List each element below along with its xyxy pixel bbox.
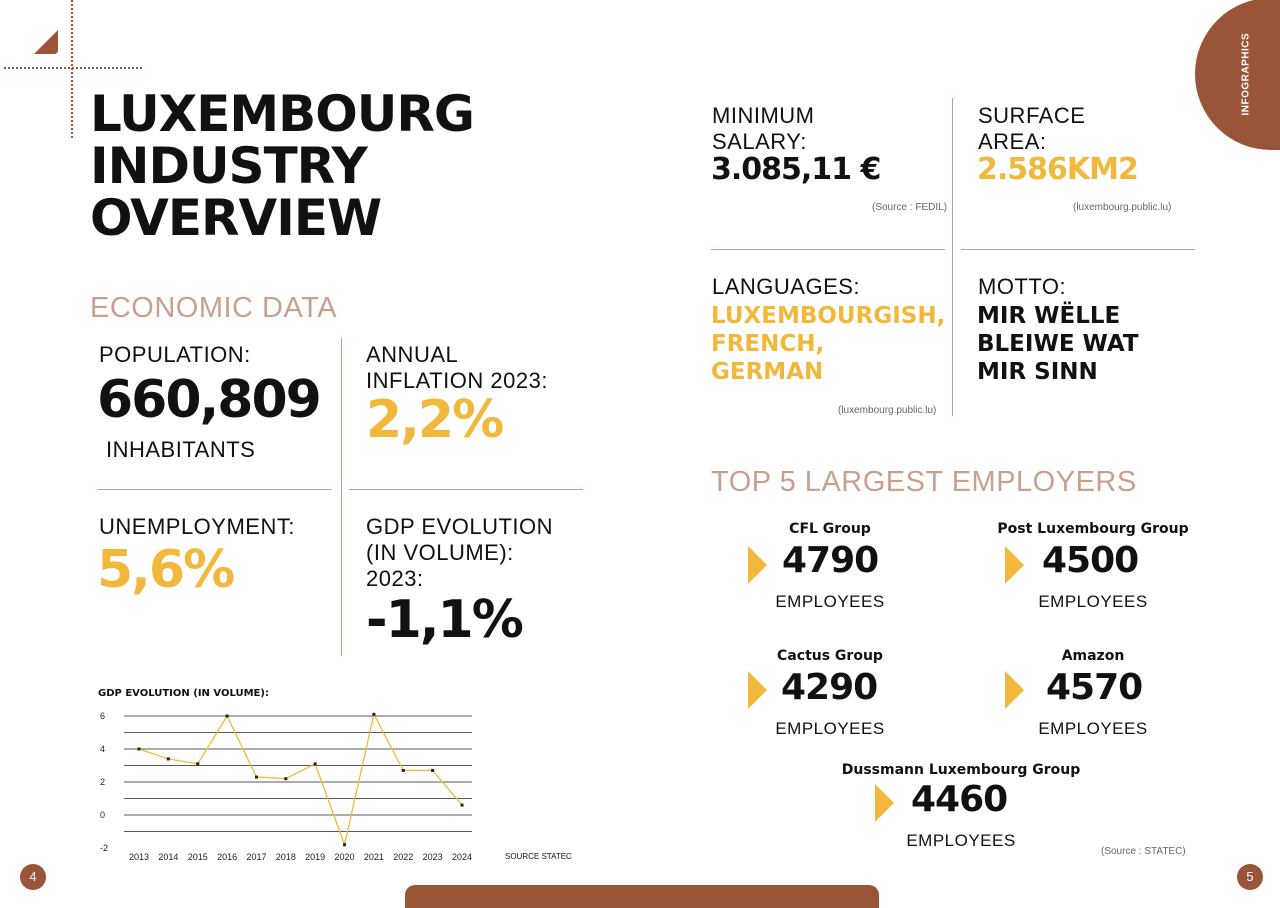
employer-name: Post Luxembourg Group bbox=[997, 521, 1189, 537]
employer-unit: EMPLOYEES bbox=[775, 592, 885, 611]
employer-count: 4290 bbox=[781, 667, 878, 708]
gdp-label-1: GDP EVOLUTION bbox=[366, 514, 554, 539]
economic-section-title: ECONOMIC DATA bbox=[90, 292, 338, 324]
salary-source: (Source : FEDIL) bbox=[872, 202, 948, 213]
gdp-data-point bbox=[138, 748, 141, 751]
arrow-right-icon bbox=[1005, 671, 1024, 709]
employer-count: 4500 bbox=[1042, 540, 1139, 581]
x-tick-label: 2015 bbox=[187, 852, 208, 862]
inflation-value: 2,2% bbox=[366, 390, 503, 450]
gdp-data-point bbox=[255, 776, 258, 779]
gdp-data-point bbox=[314, 762, 317, 765]
facts-divider-right bbox=[961, 249, 1195, 250]
dotted-rule-vertical bbox=[71, 0, 73, 138]
gdp-value: -1,1% bbox=[366, 590, 522, 650]
x-tick-label: 2017 bbox=[246, 852, 267, 862]
page-number-right: 5 bbox=[1246, 869, 1254, 884]
employer-unit: EMPLOYEES bbox=[775, 719, 885, 738]
motto-text bbox=[977, 302, 1139, 386]
x-tick-label: 2013 bbox=[128, 852, 150, 862]
employer-count: 4790 bbox=[782, 540, 879, 581]
gdp-data-point bbox=[431, 769, 434, 772]
arrow-right-icon bbox=[875, 784, 894, 822]
title-line-3: OVERVIEW bbox=[90, 189, 382, 247]
motto-label: MOTTO: bbox=[978, 274, 1067, 299]
employer-name: Dussmann Luxembourg Group bbox=[841, 762, 1081, 778]
surface-label-1: SURFACE bbox=[978, 103, 1086, 128]
salary-value: 3.085,11 € bbox=[711, 152, 881, 187]
salary-label-1: MINIMUM bbox=[712, 103, 815, 128]
arrow-right-icon bbox=[748, 546, 767, 584]
unemployment-label: UNEMPLOYMENT: bbox=[99, 514, 295, 539]
inflation-label-2: INFLATION 2023: bbox=[366, 368, 548, 393]
languages-source: (luxembourg.public.lu) bbox=[838, 405, 937, 416]
facts-divider-left bbox=[711, 249, 945, 250]
y-tick-label: 6 bbox=[100, 711, 106, 721]
corner-triangle-icon bbox=[32, 28, 60, 56]
y-tick-label: -2 bbox=[100, 843, 109, 853]
x-tick-label: 2018 bbox=[275, 852, 296, 862]
infographics-tab-label: INFOGRAPHICS bbox=[1240, 32, 1252, 116]
surface-value: 2.586KM2 bbox=[977, 152, 1138, 187]
econ-divider-left bbox=[98, 489, 332, 490]
salary-label-2: SALARY: bbox=[712, 129, 807, 154]
inflation-label-1: ANNUAL bbox=[366, 342, 459, 367]
x-tick-label: 2021 bbox=[363, 852, 384, 862]
dotted-rule-horizontal bbox=[4, 67, 142, 69]
motto-line-2: BLEIWE WAT bbox=[977, 331, 1139, 357]
page-title bbox=[90, 85, 474, 247]
corner-ornament bbox=[32, 28, 60, 56]
gdp-data-point bbox=[284, 777, 287, 780]
facts-divider-vertical bbox=[952, 98, 953, 416]
employers-source: (Source : STATEC) bbox=[1101, 846, 1186, 857]
employer-unit: EMPLOYEES bbox=[1038, 592, 1148, 611]
motto-line-3: MIR SINN bbox=[977, 359, 1098, 385]
x-tick-label: 2016 bbox=[217, 852, 238, 862]
chart-source: SOURCE STATEC bbox=[505, 852, 572, 861]
employer-count: 4460 bbox=[911, 779, 1008, 820]
bottom-tab bbox=[405, 885, 879, 908]
arrow-right-icon bbox=[748, 671, 767, 709]
language-1: LUXEMBOURGISH, bbox=[711, 303, 946, 329]
gdp-data-point bbox=[226, 715, 229, 718]
gdp-data-point bbox=[461, 804, 464, 807]
surface-label-2: AREA: bbox=[978, 129, 1047, 154]
x-tick-label: 2023 bbox=[422, 852, 443, 862]
gdp-label-2: (IN VOLUME): bbox=[366, 540, 514, 565]
gdp-data-point bbox=[402, 769, 405, 772]
gdp-data-point bbox=[196, 762, 199, 765]
employer-name: Amazon bbox=[1061, 648, 1125, 664]
page-number-left: 4 bbox=[29, 869, 37, 884]
x-tick-label: 2022 bbox=[393, 852, 414, 862]
population-label: POPULATION: bbox=[99, 342, 251, 367]
gdp-label-3: 2023: bbox=[366, 566, 424, 591]
econ-divider-right bbox=[349, 489, 583, 490]
population-value: 660,809 bbox=[97, 370, 320, 430]
surface-source: (luxembourg.public.lu) bbox=[1073, 202, 1172, 213]
x-tick-label: 2024 bbox=[451, 852, 473, 862]
title-line-1: LUXEMBOURG bbox=[90, 85, 474, 143]
languages-list bbox=[711, 302, 945, 386]
unemployment-value: 5,6% bbox=[97, 540, 234, 600]
gdp-data-point bbox=[167, 757, 170, 760]
infographics-tab bbox=[1195, 0, 1280, 150]
gdp-line-chart bbox=[92, 705, 492, 865]
language-2: FRENCH, bbox=[711, 331, 825, 357]
languages-label: LANGUAGES: bbox=[712, 274, 861, 299]
chart-title: GDP EVOLUTION (IN VOLUME): bbox=[98, 688, 269, 699]
gdp-data-point bbox=[372, 713, 375, 716]
employer-name: Cactus Group bbox=[777, 648, 883, 664]
y-tick-label: 0 bbox=[100, 810, 106, 820]
title-line-2: INDUSTRY bbox=[90, 137, 367, 195]
motto-line-1: MIR WËLLE bbox=[977, 303, 1121, 329]
y-tick-label: 4 bbox=[100, 744, 106, 754]
language-3: GERMAN bbox=[711, 359, 824, 385]
x-tick-label: 2020 bbox=[334, 852, 355, 862]
population-unit: INHABITANTS bbox=[106, 437, 256, 462]
econ-divider-vertical bbox=[341, 338, 342, 656]
arrow-right-icon bbox=[1005, 546, 1024, 584]
gdp-data-point bbox=[343, 843, 346, 846]
employer-unit: EMPLOYEES bbox=[1038, 719, 1148, 738]
employers-section-title: TOP 5 LARGEST EMPLOYERS bbox=[711, 466, 1137, 498]
employer-name: CFL Group bbox=[789, 521, 871, 537]
gdp-series-line bbox=[139, 714, 462, 844]
y-tick-label: 2 bbox=[100, 777, 106, 787]
x-tick-label: 2014 bbox=[158, 852, 179, 862]
x-tick-label: 2019 bbox=[305, 852, 326, 862]
employer-unit: EMPLOYEES bbox=[906, 831, 1016, 850]
employer-count: 4570 bbox=[1046, 667, 1143, 708]
